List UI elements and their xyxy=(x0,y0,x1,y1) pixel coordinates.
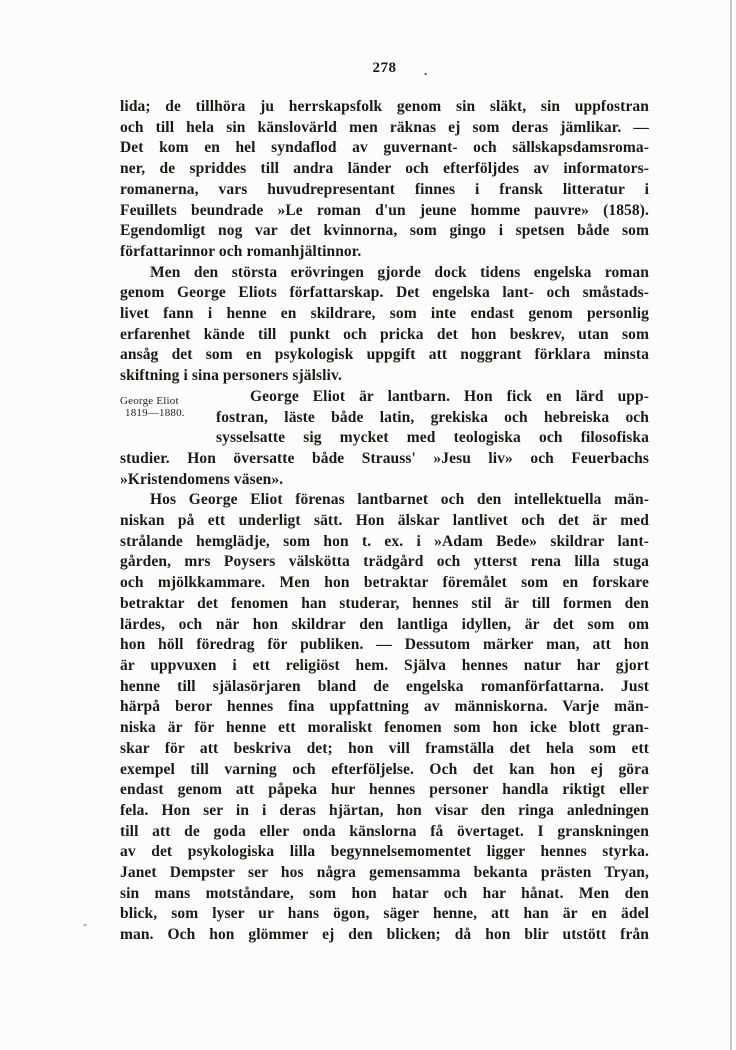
text-line: sysselsatte sig mycket med teologiska och filosofiska xyxy=(216,429,649,447)
text-line: fostran, läste både latin, grekiska och hebreiska och xyxy=(216,408,649,426)
text-line: betraktar det fenomen han studerar, hennes stil är till formen den xyxy=(120,594,649,612)
text-line: niska är för henne ett moraliskt fenomen som hon icke blott gran- xyxy=(120,719,649,737)
text-line: studier. Hon översatte både Strauss' »Jesu liv» och Feuerbachs xyxy=(120,449,649,467)
text-line: exempel till varning och efterföljelse. Och det kan hon ej göra xyxy=(120,760,649,778)
text-line: sin mans motståndare, som hon hatar och har hånat. Men den xyxy=(120,884,649,902)
text-line: niskan på ett underligt sätt. Hon älskar lantlivet och det är med xyxy=(120,512,649,530)
text-line: romanerna, vars huvudrepresentant finnes i fransk litteratur i xyxy=(120,180,649,198)
scan-artifact-dot: . xyxy=(424,63,428,78)
page-header xyxy=(120,60,649,77)
text-line: Det kom en hel syndaflod av guvernant- och sällskapsdamsroma- xyxy=(120,139,649,157)
text-line: Janet Dempster ser hos några gemensamma bekanta prästen Tryan, xyxy=(120,864,649,882)
text-line: strålande hemglädje, som hon t. ex. i »Adam Bede» skildrar lant- xyxy=(120,532,649,550)
paragraph-2 xyxy=(120,263,649,387)
text-line: härpå beror hennes fina uppfattning av människorna. Varje män- xyxy=(120,698,649,716)
text-line: skar för att beskriva det; hon vill framställa det hela som ett xyxy=(120,739,649,757)
text-line: till att de goda eller onda känslorna få övertaget. I granskningen xyxy=(120,822,649,840)
paragraph-3 xyxy=(120,387,649,491)
scan-speck xyxy=(83,924,87,926)
paragraph-1 xyxy=(120,97,649,263)
text-line: genom George Eliots författarskap. Det engelska lant- och småstads- xyxy=(120,284,649,302)
text-line: författarinnor och romanhjältinnor. xyxy=(120,242,362,260)
margin-note-years: 1819—1880. xyxy=(125,407,185,420)
margin-note xyxy=(120,387,216,449)
text-line: fela. Hon ser in i deras hjärtan, hon visar den ringa anledningen xyxy=(120,801,649,819)
text-line: George Eliot är lantbarn. Hon fick en lärd upp- xyxy=(250,387,649,405)
text-line: lida; de tillhöra ju herrskapsfolk genom sin släkt, sin uppfostran xyxy=(120,98,649,115)
text-line: är uppvuxen i ett religiöst hem. Själva hennes natur har gjort xyxy=(120,656,649,674)
text-line: Egendomligt nog var det kvinnorna, som gingo i spetsen både som xyxy=(120,222,649,240)
page-number: 278 xyxy=(372,60,397,76)
text-line: hon höll föredrag för publiken. — Dessutom märker man, att hon xyxy=(120,636,649,654)
text-block xyxy=(120,97,649,946)
scan-edge-line xyxy=(730,0,732,1050)
text-line: »Kristendomens väsen». xyxy=(120,470,284,488)
text-line: Hos George Eliot förenas lantbarnet och den intellektuella män- xyxy=(150,491,649,509)
text-line: ansåg det som en psykologisk uppgift att noggrant förklara minsta xyxy=(120,346,649,364)
text-line: endast genom att påpeka hur hennes personer handla riktigt eller xyxy=(120,781,649,799)
text-line: henne till själasörjaren bland de engelska romanförfattarna. Just xyxy=(120,677,649,695)
text-line: lärdes, och när hon skildrar den lantliga idyllen, är det som om xyxy=(120,615,649,633)
text-line: ner, de spriddes till andra länder och efterföljdes av informators- xyxy=(120,160,649,178)
text-line: man. Och hon glömmer ej den blicken; då hon blir utstött från xyxy=(120,926,649,944)
text-line: gården, mrs Poysers välskötta trädgård och ytterst rena lilla stuga xyxy=(120,553,649,571)
text-line: livet fann i henne en skildrare, som inte endast genom personlig xyxy=(120,305,649,323)
margin-note-name: George Eliot xyxy=(120,394,179,407)
text-line: Feuillets beundrade »Le roman d'un jeune homme pauvre» (1858). xyxy=(120,201,649,219)
text-line: erfarenhet kände till punkt och pricka det hon beskrev, utan som xyxy=(120,325,649,343)
text-line: och till hela sin känslovärld men räknas ej som deras jämlikar. — xyxy=(120,118,649,136)
text-line: Men den största erövringen gjorde dock tidens engelska roman xyxy=(150,263,649,281)
text-line: av det psykologiska lilla begynnelsemomentet ligger hennes styrka. xyxy=(120,843,649,861)
text-line: och mjölkkammare. Men hon betraktar föremålet som en forskare xyxy=(120,574,649,592)
text-line: skiftning i sina personers själsliv. xyxy=(120,367,342,385)
text-line: blick, som lyser ur hans ögon, säger henne, att han är en ädel xyxy=(120,905,649,923)
paragraph-4 xyxy=(120,490,649,945)
